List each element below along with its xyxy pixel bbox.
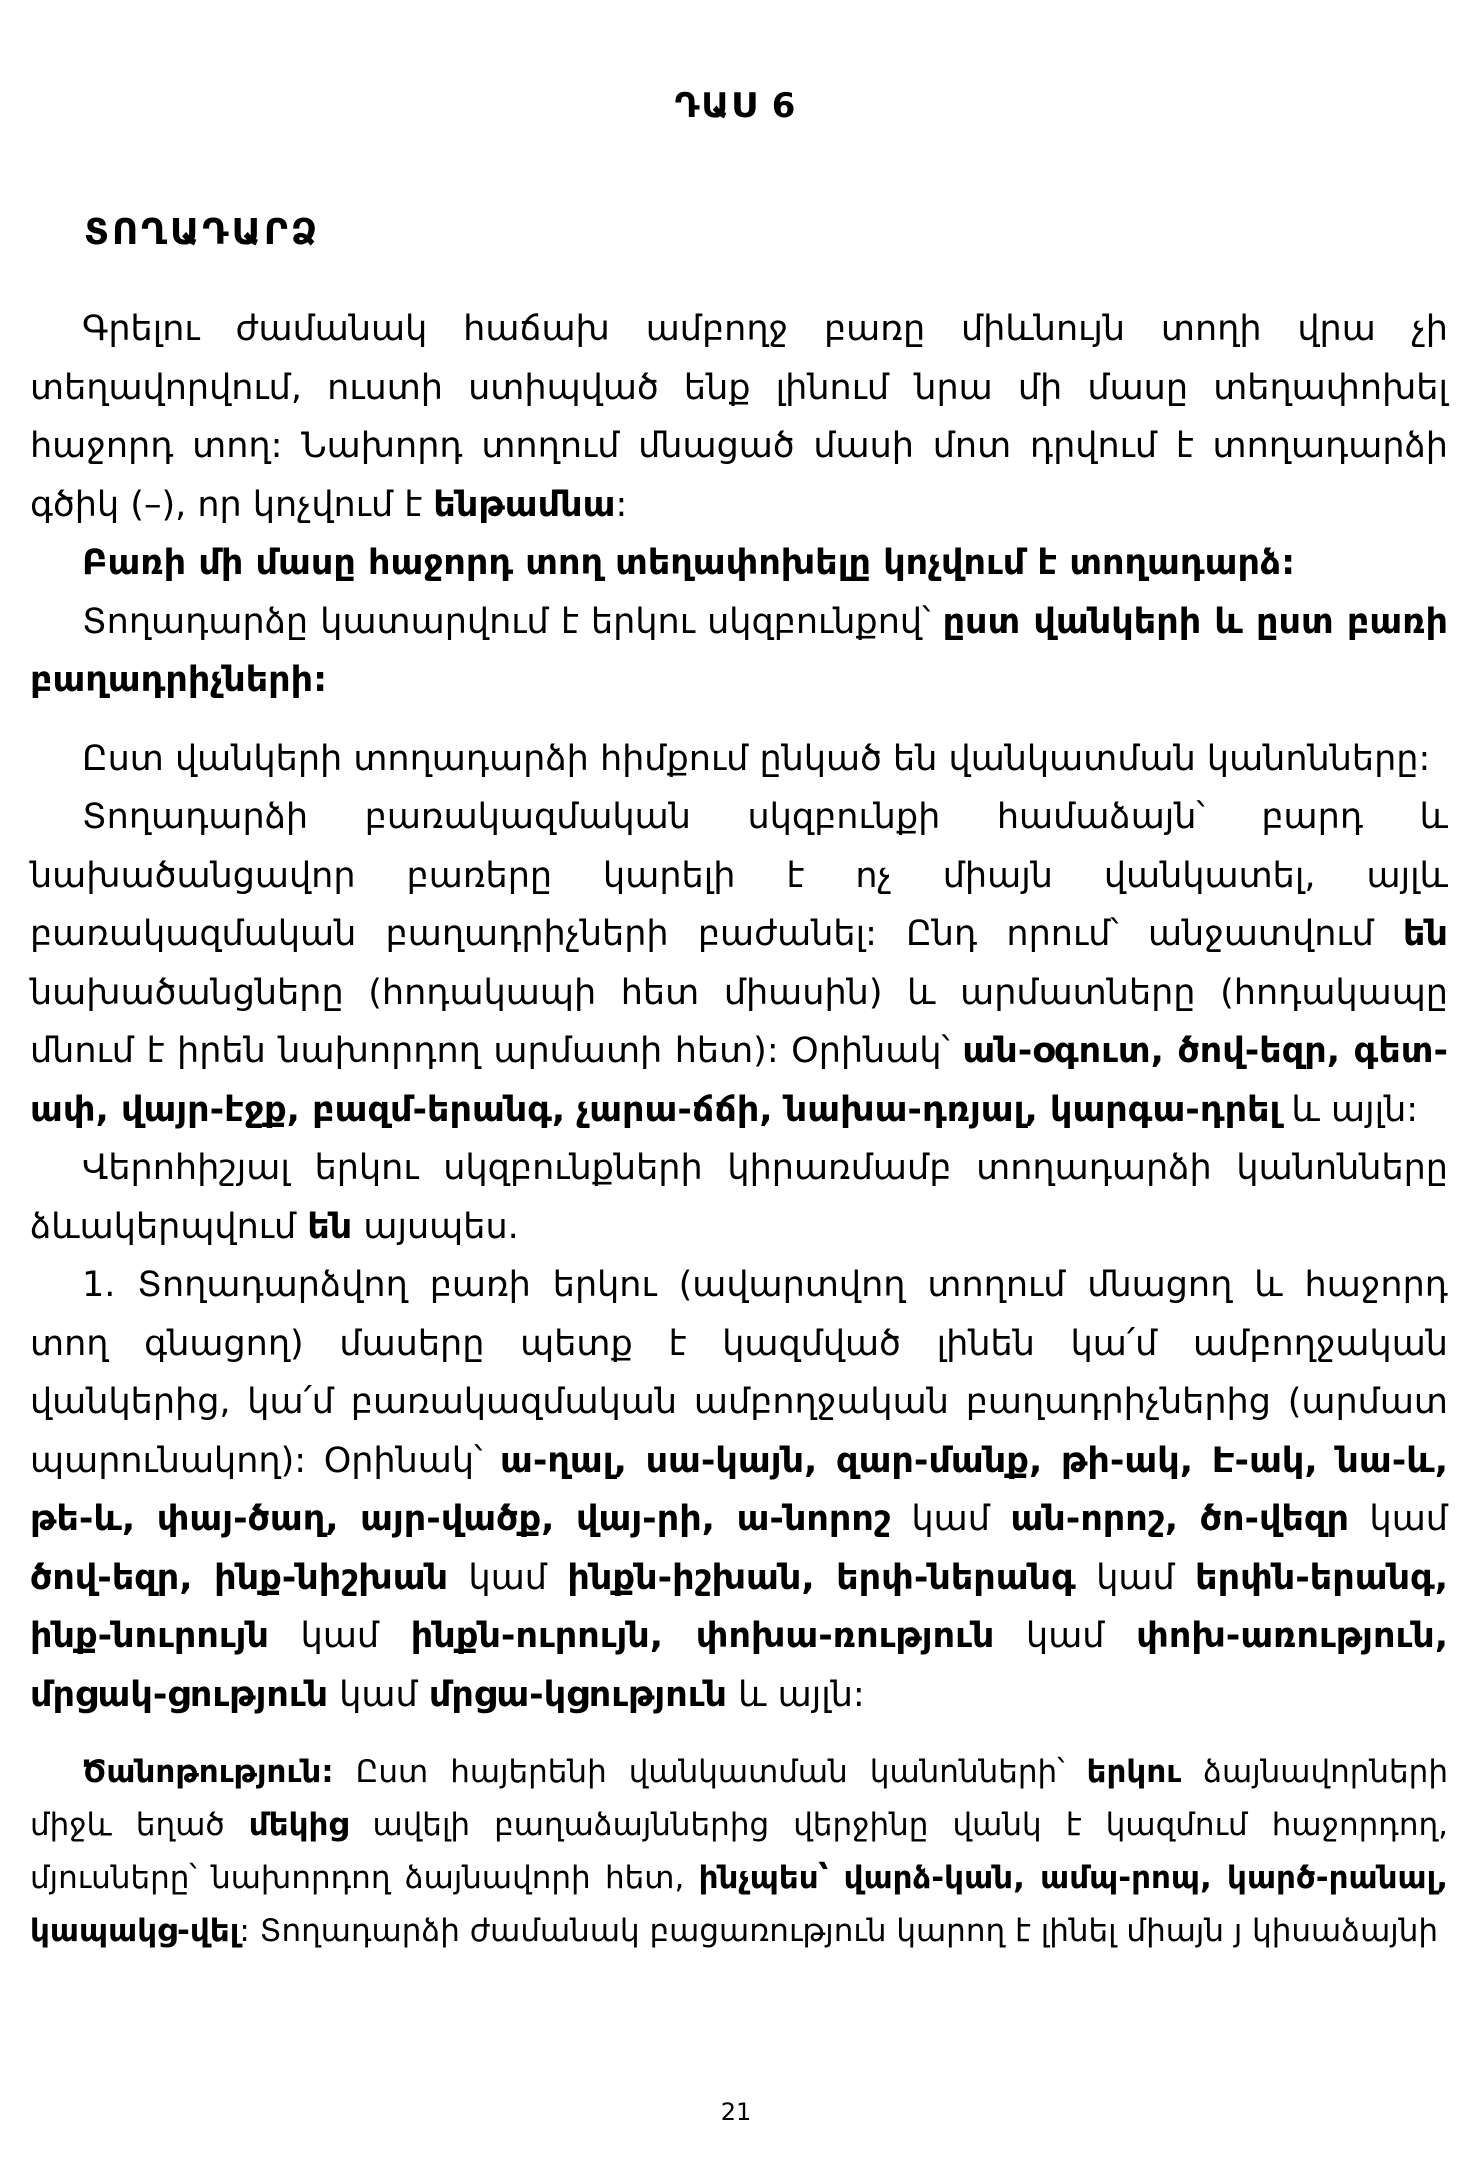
text-run: ավելի բաղաձայններից վերջինը վանկ է կազմում հաջորդող, մյուսները՝ նախորդող ձայնավորի հետ, — [30, 1807, 1448, 1896]
paragraph — [30, 1139, 1448, 1256]
text-run: : — [615, 484, 628, 525]
bold-run: երկու — [1086, 1754, 1182, 1790]
bold-run: փոխ-առություն, մրցակ-ցություն — [30, 1616, 1449, 1715]
bold-run: ենթամնա — [433, 484, 616, 525]
bold-run: մեկից — [248, 1807, 349, 1843]
bold-run: են — [307, 1206, 353, 1247]
body-text — [30, 300, 1448, 1958]
bold-run: ան-որոշ, ծո-վեզր — [1010, 1499, 1349, 1539]
page-number: 21 — [720, 2098, 752, 2126]
bold-run: ինքն-իշխան, երփ-ներանգ — [567, 1557, 1076, 1598]
paragraph — [30, 1256, 1448, 1724]
text-run: կամ — [268, 1616, 411, 1656]
text-run: Տողադարձի բառակազմական սկզբունքի համաձայն՝ բարդ և նախածանցավոր բառերը կարելի է ոչ միայն վանկատել, այլև բառակազմական բաղադրիչների բաժանել: Ընդ որում՝ անջատվում — [30, 797, 1448, 954]
paragraph — [30, 788, 1448, 1139]
paragraph — [30, 730, 1448, 789]
lesson-title: ԴԱՍ 6 — [674, 86, 798, 126]
text-run: կամ — [448, 1557, 568, 1598]
paragraph — [30, 534, 1448, 593]
text-run: կամ — [328, 1674, 429, 1715]
text-run: Տողադարձը կատարվում է երկու սկզբունքով՝ — [82, 601, 943, 642]
bold-run: ինքն-ուրույն, փոխա-ռություն — [410, 1616, 995, 1656]
bold-run: երփն-երանգ, ինք-նուրույն — [30, 1557, 1449, 1656]
bold-run: ա-ղալ, սա-կայն, զար-մանք, թի-ակ, Է-ակ, նա-և, թե-և, փայ-ծաղ, այր-վածք, վայ-րի, ա-նորոշ — [30, 1440, 1448, 1539]
text-run: Գրելու ժամանակ հաճախ ամբողջ բառը միևնույն տողի վրա չի տեղավորվում, ուստի ստիպված ենք լինում նրա մի մասը տեղափոխել հաջորդ տող: Նախորդ տողում մնացած մասի մոտ դրվում է տողադարձի գծիկ (–), որ կոչվում է — [30, 309, 1448, 525]
text-run: և այլն: — [1280, 1089, 1419, 1130]
text-run: կամ — [994, 1616, 1137, 1656]
text-run: կամ — [1349, 1499, 1448, 1539]
bold-run: ըստ վանկերի և ըստ բառի բաղադրիչների: — [30, 601, 1448, 700]
text-run: կամ — [890, 1499, 1011, 1539]
bold-run: Բառի մի մասը հաջորդ տող տեղափոխելը կոչվում է տողադարձ: — [82, 543, 1296, 583]
text-run: ձայնավորների միջև եղած — [30, 1754, 1448, 1843]
text-run: և այլն: — [726, 1674, 865, 1715]
bold-run: մրցա-կցություն — [428, 1674, 727, 1715]
bold-run: ան-օգուտ, ծով-եզր, գետ-ափ, վայր-էջք, բազմ-երանգ, — [30, 1031, 1448, 1130]
bold-run: Ծանոթություն: — [82, 1754, 334, 1790]
text-run: Ըստ հայերենի վանկատման կանոնների՝ — [333, 1754, 1087, 1790]
text-run: Վերոհիշյալ երկու սկզբունքների կիրառմամբ տողադարձի կանոնները ձևակերպվում — [30, 1148, 1448, 1247]
bold-run: են — [1403, 914, 1448, 954]
bold-run: ինչպես՝ վարձ-կան, ամպ-րոպ, կարծ-րանալ, կապակց-վել — [30, 1860, 1448, 1949]
paragraph — [30, 593, 1448, 710]
text-run — [565, 1090, 576, 1130]
text-run: : Տողադարձի ժամանակ բացառություն կարող է լինել միայն յ կիսաձայնի — [239, 1913, 1439, 1949]
section-heading: ՏՈՂԱԴԱՐՁ — [84, 212, 321, 253]
text-run: 1. Տողադարձվող բառի երկու (ավարտվող տողում մնացող և հաջորդ տող գնացող) մասերը պետք է կազմված լինեն կա՛մ ամբողջական վանկերից, կա՛մ բառակազմական ամբողջական բաղադրիչներից (արմատ պարունակող): Օրինակ՝ — [30, 1265, 1448, 1481]
text-run: նախածանցները (հոդակապի հետ միասին) և արմատները (հոդակապը մնում է իրեն նախորդող արմատի հետ): Օրինակ՝ — [30, 972, 1448, 1071]
text-run: Ըստ վանկերի տողադարձի հիմքում ընկած են վանկատման կանոնները: — [82, 738, 1431, 779]
text-run: այսպես. — [352, 1206, 519, 1247]
bold-run: ծով-եզր, ինք-նիշխան — [30, 1557, 449, 1598]
bold-run: չարա-ճճի, նախա-դռյալ, կարգա-դրել — [576, 1089, 1281, 1130]
paragraph — [30, 300, 1448, 534]
note-paragraph — [30, 1746, 1448, 1958]
text-run: կամ — [1075, 1557, 1196, 1598]
